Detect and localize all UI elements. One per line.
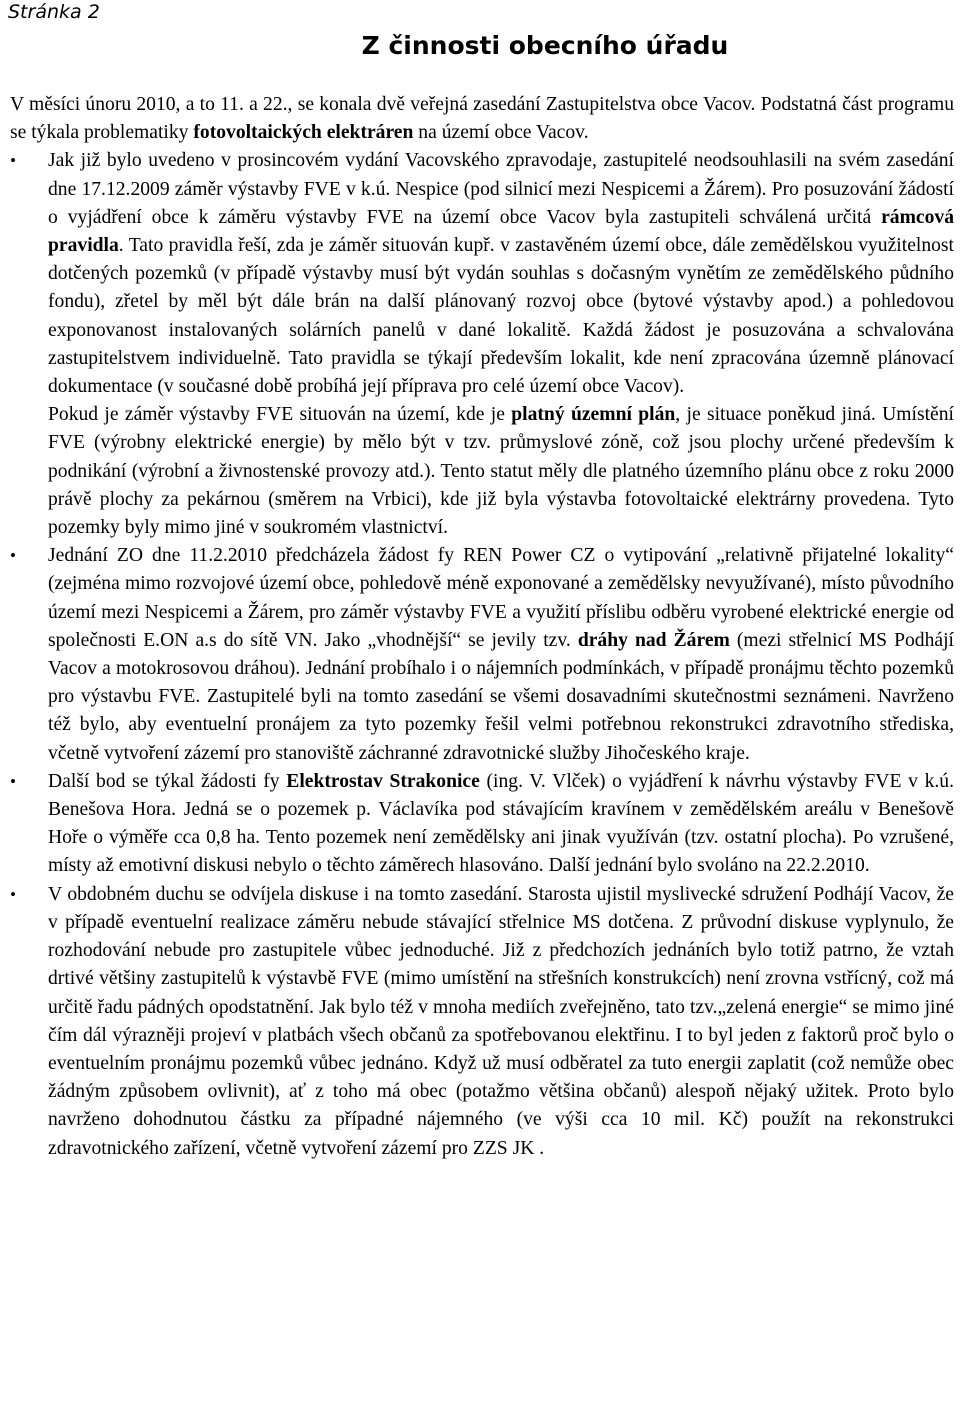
intro-paragraph	[10, 91, 954, 147]
list-item-3	[10, 768, 954, 881]
item3-text-2: (ing. V. Vlček) o vyjádření k návrhu výstavby FVE v k.ú. Benešova Hora. Jedná se o pozemek p. Václavíka pod stávajícím kravínem v zemědělském areálu v Benešově Hoře o výměře cca 0,8 ha. Tento pozemek není zemědělsky ani jinak využíván (tzv. ostatní plocha). Po vzrušené, místy až emotivní diskusi nebylo o těchto záměrech hlasováno. Další jednání bylo svoláno na 22.2.2010.	[48, 770, 954, 877]
item2-text-1: Jednání ZO dne 11.2.2010 předcházela žádost fy REN Power CZ o vytipování „relativně přijatelné lokality“ (zejména mimo rozvojové území obce, pohledově méně exponované a zemědělsky nevyužívané), místo původního území mezi Nespicemi a Žárem, pro záměr výstavby FVE a využití příslibu odběru vyrobené elektrické energie od společnosti E.ON a.s do sítě VN. Jako „vhodnější“ se jevily tzv.	[48, 545, 954, 651]
intro-bold-1: fotovoltaických elektráren	[193, 122, 414, 144]
item1-p2-text-1: Pokud je záměr výstavby FVE situován na území, kde je	[48, 404, 512, 426]
page-title: Z činnosti obecního úřadu	[361, 31, 729, 60]
item1-p2-bold-1: platný územní plán	[511, 404, 676, 426]
item4-text-1: V obdobném duchu se odvíjela diskuse i na tomto zasedání. Starosta ujistil myslivecké sdružení Podhájí Vacov, že v případě eventuelní realizace záměru nebude stávající střelnice MS dotčena. Z průvodní diskuse vyplynulo, že rozhodování nebude pro zastupitele vůbec jednoduché. Již z předchozích jednáních bylo totiž patrno, že vztah drtivé většiny zastupitelů k výstavbě FVE (mimo umístění na střešních konstrukcích) není zrovna vstřícný, což má určitě řadu pádných opodstatnění. Jak bylo též v mnoha mediích zveřejněno, tato tzv.„zelená energie“ se mimo jiné čím dál výrazněji projeví v platbách všech občanů za spotřebovanou elektřinu. I to byl jeden z faktorů proč bylo o eventuelním pronájmu pozemků vůbec jednáno. Když už musí odběratel za tuto energii zaplatit (což nemůže obec žádným způsobem ovlivnit), ať z toho má obec (potažmo většina občanů) alespoň nějaký užitek. Proto bylo navrženo dohodnutou částku za případné nájemného (ve výši cca 10 mil. Kč) použít na rekonstrukci zdravotnického zařízení, včetně vytvoření zázemí pro ZZS JK .	[48, 883, 954, 1159]
item1-p2-text-2: , je situace poněkud jiná. Umístění FVE (výrobny elektrické energie) by mělo být v tzv. průmyslové zóně, což jsou plochy určené především k podnikání (výrobní a živnostenské provozy atd.). Tento statut měly dle platného územního plánu obce z roku 2000 právě plochy za pekárnou (směrem na Vrbici), kde již byla výstavba fotovoltaické elektrárny provedena. Tyto pozemky byly mimo jiné v soukromém vlastnictví.	[48, 404, 954, 539]
item1-text-1: Jak již bylo uvedeno v prosincovém vydání Vacovského zpravodaje, zastupitelé neodsouhlasili na svém zasedání dne 17.12.2009 záměr výstavby FVE v k.ú. Nespice (pod silnicí mezi Nespicemi a Žárem). Pro posuzování žádostí o vyjádření obce k záměru výstavby FVE na území obce Vacov byla zastupiteli schválená určitá	[48, 150, 954, 228]
page-label: Stránka 2	[8, 1, 100, 23]
intro-text-1: V měsíci únoru 2010, a to 11. a 22., se konala dvě veřejná zasedání Zastupitelstva obce Vacov. Podstatná část programu se týkala problematiky	[10, 94, 954, 144]
item3-bold-1: Elektrostav Strakonice	[286, 770, 480, 792]
article-body	[10, 91, 954, 1163]
list-item-2	[10, 542, 954, 768]
item1-text-2: . Tato pravidla řeší, zda je záměr situován kupř. v zastavěném území obce, dále zemědělskou využitelnost dotčených pozemků (v případě výstavby musí být vydán souhlas s dočasným vynětím ze zemědělského půdního fondu), zřetel by měl být dále brán na další plánovaný rozvoj obce (bytové výstavby apod.) a pohledovou exponovanost instalovaných solárních panelů v dané lokalitě. Každá žádost je posuzována a schvalována zastupitelstvem individuelně. Tato pravidla se týkají především lokalit, kde není zpracována územně plánovací dokumentace (v současné době probíhá její příprava pro celé území obce Vacov).	[48, 235, 954, 398]
list-item-1	[10, 147, 954, 401]
list-item-4	[10, 881, 954, 1163]
item1-bold-1: rámcová pravidla	[48, 206, 954, 257]
item3-text-1: Další bod se týkal žádosti fy	[48, 770, 287, 792]
item2-text-2: (mezi střelnicí MS Podhájí Vacov a motokrosovou dráhou). Jednání probíhalo i o nájemních podmínkách, v případě pronájmu těchto pozemků pro výstavbu FVE. Zastupitelé byli na tomto zasedání se všemi dosavadními skutečnostmi seznámeni. Navrženo též bylo, aby eventuelní pronájem za tyto pozemky řešil velmi potřebnou rekonstrukci zdravotního střediska, včetně vytvoření zázemí pro stanoviště záchranné zdravotnické služby Jihočeského kraje.	[48, 629, 954, 764]
list-item-1-continuation	[10, 401, 954, 542]
intro-text-2: na území obce Vacov.	[413, 122, 589, 144]
item2-bold-1: dráhy nad Žárem	[577, 629, 730, 651]
